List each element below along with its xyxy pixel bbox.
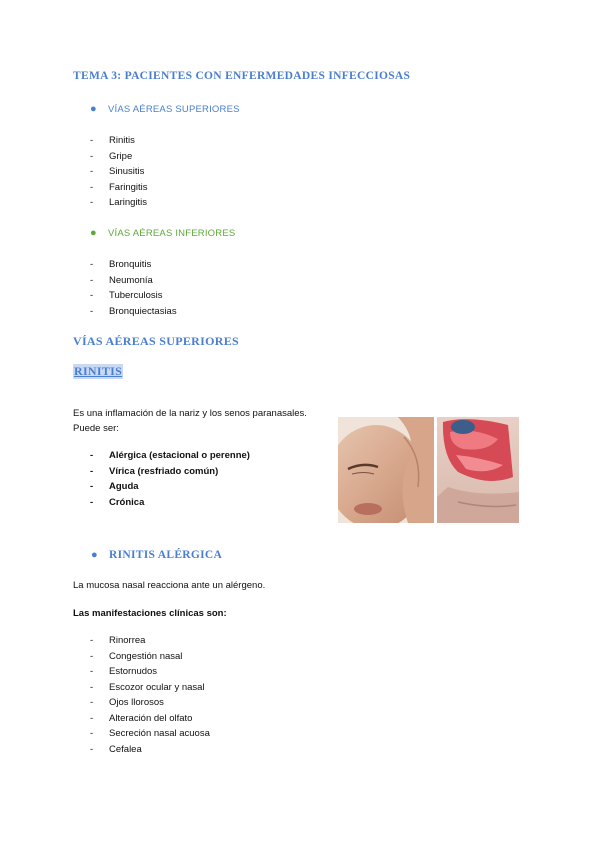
list-item: - Bronquitis: [90, 257, 177, 273]
heading-rinitis-alergica-label: RINITIS ALÉRGICA: [109, 549, 223, 561]
list-item: - Rinorrea: [90, 633, 210, 649]
section-upper-label: VÍAS AÉREAS SUPERIORES: [108, 104, 240, 115]
section-lower-heading: [90, 227, 236, 239]
list-item: - Escozor ocular y nasal: [90, 680, 210, 696]
section-upper-heading: [90, 103, 240, 115]
list-item: - Crónica: [90, 495, 250, 511]
rinitis-types-list: [90, 448, 250, 510]
rinitis-desc-line: Es una inflamación de la nariz y los senos paranasales.: [73, 408, 307, 419]
list-item: - Neumonía: [90, 273, 177, 289]
list-item: - Vírica (resfriado común): [90, 464, 250, 480]
rinitis-desc-line: Puede ser:: [73, 423, 119, 434]
section-lower-label: VÍAS AÉREAS INFERIORES: [108, 228, 236, 239]
page-title: TEMA 3: PACIENTES CON ENFERMEDADES INFECCIOSAS: [73, 70, 411, 82]
rinitis-description: [73, 406, 307, 436]
list-item: - Cefalea: [90, 742, 210, 758]
bullet-dot-icon: ●: [91, 549, 98, 561]
list-item: - Sinusitis: [90, 164, 148, 180]
list-item: - Ojos llorosos: [90, 695, 210, 711]
list-item: - Faringitis: [90, 180, 148, 196]
list-item: - Aguda: [90, 479, 250, 495]
bullet-dot-icon: ●: [90, 227, 97, 239]
list-item: - Laringitis: [90, 195, 148, 211]
list-item: - Gripe: [90, 149, 148, 165]
list-item: - Rinitis: [90, 133, 148, 149]
alergica-description: La mucosa nasal reacciona ante un alérgeno.: [73, 580, 266, 591]
heading-rinitis: RINITIS: [74, 364, 123, 378]
manifestaciones-label: Las manifestaciones clínicas son:: [73, 608, 227, 619]
heading-rinitis-alergica: [91, 549, 223, 561]
upper-airway-list: [90, 133, 148, 211]
heading-vias-superiores: VÍAS AÉREAS SUPERIORES: [73, 334, 239, 348]
list-item: - Bronquiectasias: [90, 304, 177, 320]
lower-airway-list: [90, 257, 177, 319]
list-item: - Alérgica (estacional o perenne): [90, 448, 250, 464]
list-item: - Secreción nasal acuosa: [90, 726, 210, 742]
list-item: - Estornudos: [90, 664, 210, 680]
list-item: - Congestión nasal: [90, 649, 210, 665]
bullet-dot-icon: ●: [90, 103, 97, 115]
list-item: - Tuberculosis: [90, 288, 177, 304]
list-item: - Alteración del olfato: [90, 711, 210, 727]
manifestaciones-list: [90, 633, 210, 757]
rhinitis-illustration-image: [338, 417, 519, 523]
